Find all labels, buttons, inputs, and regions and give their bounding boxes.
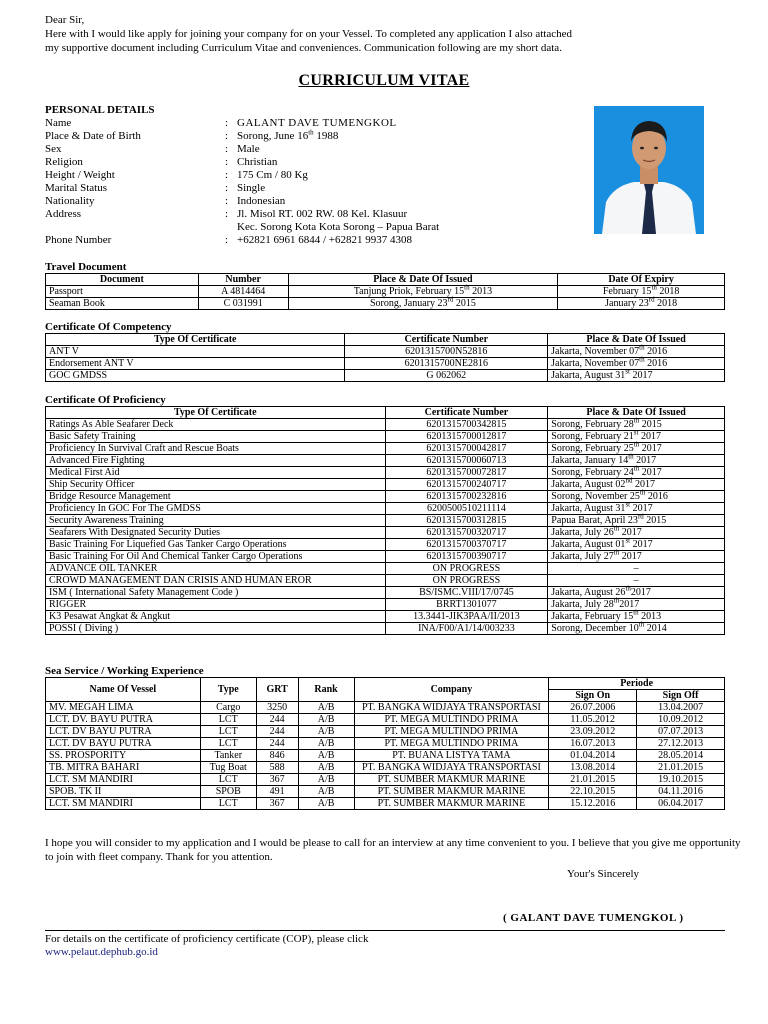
- travel-document-heading: Travel Document: [45, 261, 127, 273]
- table-row: [46, 587, 725, 599]
- table-cell: 3250: [256, 702, 298, 714]
- table-cell: SPOB: [200, 786, 256, 798]
- table-cell: A 4814464: [198, 286, 288, 298]
- table-cell: LCT. DV. BAYU PUTRA: [46, 714, 201, 726]
- personal-detail-value: Kec. Sorong Kota Kota Sorong – Papua Barat: [237, 221, 440, 233]
- document-title: CURRICULUM VITAE: [298, 72, 470, 89]
- table-cell: A/B: [298, 786, 354, 798]
- personal-detail-value: Jl. Misol RT. 002 RW. 08 Kel. Klasuur: [237, 208, 408, 220]
- table-cell: 6201315700060713: [385, 455, 548, 467]
- table-row: [46, 714, 725, 726]
- table-cell: A/B: [298, 774, 354, 786]
- table-cell: 6201315700012817: [385, 431, 548, 443]
- table-cell: ON PROGRESS: [385, 575, 548, 587]
- closing-paragraph: I hope you will consider to my application and I would be please to call for an interview at any time convenient to you. I believe that you give me opportunity to join with fleet company. Thank for you attention.: [45, 837, 741, 863]
- table-header-cell: Sign On: [549, 690, 637, 702]
- personal-detail-label: Height / Weight: [45, 169, 115, 181]
- table-header-cell: Place & Date Of Issued: [548, 407, 725, 419]
- table-cell: 244: [256, 726, 298, 738]
- table-cell: A/B: [298, 702, 354, 714]
- table-cell: ADVANCE OIL TANKER: [46, 563, 386, 575]
- table-cell: A/B: [298, 726, 354, 738]
- table-cell: K3 Pesawat Angkat & Angkut: [46, 611, 386, 623]
- table-cell: 07.07.2013: [637, 726, 725, 738]
- table-cell: 244: [256, 714, 298, 726]
- table-cell: LCT. SM MANDIRI: [46, 774, 201, 786]
- table-header-cell: Sign Off: [637, 690, 725, 702]
- table-cell: 367: [256, 774, 298, 786]
- table-row: [46, 286, 725, 298]
- table-header-cell: Date Of Expiry: [558, 274, 725, 286]
- table-cell: Seaman Book: [46, 298, 199, 310]
- table-cell: 26.07.2006: [549, 702, 637, 714]
- personal-detail-value: Sorong, June 16th 1988: [237, 128, 339, 142]
- table-row: [46, 455, 725, 467]
- table-cell: POSSI ( Diving ): [46, 623, 386, 635]
- table-cell: 491: [256, 786, 298, 798]
- table-row: [46, 563, 725, 575]
- table-row: [46, 798, 725, 810]
- table-cell: LCT. SM MANDIRI: [46, 798, 201, 810]
- table-cell: 6200500510211114: [385, 503, 548, 515]
- table-cell: PT. SUMBER MAKMUR MARINE: [354, 774, 549, 786]
- table-cell: 23.09.2012: [549, 726, 637, 738]
- table-header-cell: Place & Date Of Issued: [288, 274, 558, 286]
- table-cell: Jakarta, August 31st 2017: [548, 370, 725, 382]
- table-cell: A/B: [298, 750, 354, 762]
- table-row: [46, 370, 725, 382]
- personal-detail-label: Phone Number: [45, 234, 112, 246]
- table-cell: Sorong, November 25th 2016: [548, 491, 725, 503]
- table-row: [46, 467, 725, 479]
- travel-document-table: [45, 273, 725, 310]
- table-cell: Jakarta, November 07th 2016: [548, 358, 725, 370]
- table-cell: Tug Boat: [200, 762, 256, 774]
- table-cell: Jakarta, January 14th 2017: [548, 455, 725, 467]
- table-cell: A/B: [298, 714, 354, 726]
- footer-divider: [45, 930, 725, 931]
- profile-photo-illustration: [594, 106, 704, 234]
- cover-letter-intro: [45, 13, 735, 55]
- table-cell: Papua Barat, April 23rd 2015: [548, 515, 725, 527]
- profile-photo: [594, 106, 704, 234]
- table-cell: Sorong, December 10th 2014: [548, 623, 725, 635]
- table-cell: CROWD MANAGEMENT DAN CRISIS AND HUMAN EROR: [46, 575, 386, 587]
- personal-detail-label: Nationality: [45, 195, 95, 207]
- table-header-cell: GRT: [256, 678, 298, 702]
- personal-detail-colon: :: [225, 195, 229, 207]
- sea-service-heading: Sea Service / Working Experience: [45, 665, 204, 677]
- table-cell: PT. BANGKA WIDJAYA TRANSPORTASI: [354, 702, 549, 714]
- table-cell: Jakarta, July 27th 2017: [548, 551, 725, 563]
- table-cell: –: [548, 563, 725, 575]
- personal-detail-colon: :: [225, 234, 229, 246]
- personal-detail-colon: :: [225, 169, 229, 181]
- table-cell: February 15th 2018: [558, 286, 725, 298]
- table-cell: 6201315700370717: [385, 539, 548, 551]
- table-cell: Proficiency In Survival Craft and Rescue Boats: [46, 443, 386, 455]
- table-cell: SS. PROSPORITY: [46, 750, 201, 762]
- table-row: [46, 786, 725, 798]
- table-cell: A/B: [298, 798, 354, 810]
- table-cell: A/B: [298, 738, 354, 750]
- table-header-cell: Company: [354, 678, 549, 702]
- table-header-cell: Periode: [549, 678, 725, 690]
- table-header-cell: Certificate Number: [345, 334, 548, 346]
- table-cell: Advanced Fire Fighting: [46, 455, 386, 467]
- table-row: [46, 346, 725, 358]
- table-row: [46, 599, 725, 611]
- competency-heading: Certificate Of Competency: [45, 321, 172, 333]
- table-cell: 21.01.2015: [549, 774, 637, 786]
- table-cell: 6201315700N52816: [345, 346, 548, 358]
- table-cell: 22.10.2015: [549, 786, 637, 798]
- table-cell: 6201315700072817: [385, 467, 548, 479]
- signature-name: ( GALANT DAVE TUMENGKOL ): [503, 912, 684, 924]
- table-cell: 19.10.2015: [637, 774, 725, 786]
- table-cell: 28.05.2014: [637, 750, 725, 762]
- table-cell: 6201315700390717: [385, 551, 548, 563]
- table-cell: Sorong, February 25th 2017: [548, 443, 725, 455]
- table-cell: Jakarta, August 02nd 2017: [548, 479, 725, 491]
- table-cell: BS/ISMC.VIII/17/0745: [385, 587, 548, 599]
- personal-detail-value: +62821 6961 6844 / +62821 9937 4308: [237, 234, 412, 246]
- table-header-cell: Place & Date Of Issued: [548, 334, 725, 346]
- table-cell: LCT: [200, 726, 256, 738]
- table-header-cell: Rank: [298, 678, 354, 702]
- personal-detail-colon: :: [225, 130, 229, 142]
- table-cell: 6201315700320717: [385, 527, 548, 539]
- table-row: [46, 491, 725, 503]
- table-cell: 21.01.2015: [637, 762, 725, 774]
- personal-detail-value: GALANT DAVE TUMENGKOL: [237, 117, 397, 129]
- table-cell: 13.3441-JIK3PAA/II/2013: [385, 611, 548, 623]
- table-cell: SPOB. TK II: [46, 786, 201, 798]
- table-cell: Jakarta, July 26th 2017: [548, 527, 725, 539]
- personal-detail-colon: :: [225, 143, 229, 155]
- table-cell: 244: [256, 738, 298, 750]
- table-cell: PT. SUMBER MAKMUR MARINE: [354, 798, 549, 810]
- table-header-cell: Number: [198, 274, 288, 286]
- table-cell: 6201315700232816: [385, 491, 548, 503]
- table-cell: 6201315700312815: [385, 515, 548, 527]
- table-cell: 06.04.2017: [637, 798, 725, 810]
- table-row: [46, 762, 725, 774]
- table-row: [46, 575, 725, 587]
- table-cell: LCT: [200, 738, 256, 750]
- table-cell: GOC GMDSS: [46, 370, 345, 382]
- table-cell: 588: [256, 762, 298, 774]
- personal-detail-label: Place & Date of Birth: [45, 130, 141, 142]
- table-cell: TB. MITRA BAHARI: [46, 762, 201, 774]
- table-header-cell: Name Of Vessel: [46, 678, 201, 702]
- table-cell: Tanjung Priok, February 15th 2013: [288, 286, 558, 298]
- intro-line-1: Here with I would like apply for joining your company for on your Vessel. To completed any application I also attached: [45, 28, 572, 40]
- table-row: [46, 479, 725, 491]
- table-cell: 6201315700NE2816: [345, 358, 548, 370]
- table-cell: 6201315700342815: [385, 419, 548, 431]
- table-cell: PT. BUANA LISTYA TAMA: [354, 750, 549, 762]
- competency-table: [45, 333, 725, 382]
- table-cell: PT. SUMBER MAKMUR MARINE: [354, 786, 549, 798]
- personal-detail-value: 175 Cm / 80 Kg: [237, 169, 308, 181]
- table-cell: 01.04.2014: [549, 750, 637, 762]
- personal-detail-label: Marital Status: [45, 182, 108, 194]
- table-cell: Proficiency In GOC For The GMDSS: [46, 503, 386, 515]
- table-row: [46, 611, 725, 623]
- table-cell: PT. MEGA MULTINDO PRIMA: [354, 738, 549, 750]
- table-cell: Ratings As Able Seafarer Deck: [46, 419, 386, 431]
- table-cell: Bridge Resource Management: [46, 491, 386, 503]
- personal-detail-colon: :: [225, 182, 229, 194]
- table-row: [46, 358, 725, 370]
- table-row: [46, 702, 725, 714]
- table-cell: Medical First Aid: [46, 467, 386, 479]
- personal-detail-value: Christian: [237, 156, 278, 168]
- table-cell: 6201315700042817: [385, 443, 548, 455]
- table-header-cell: Type Of Certificate: [46, 407, 386, 419]
- table-cell: Sorong, January 23rd 2015: [288, 298, 558, 310]
- table-cell: LCT. DV BAYU PUTRA: [46, 726, 201, 738]
- table-cell: Basic Training For Oil And Chemical Tanker Cargo Operations: [46, 551, 386, 563]
- table-cell: Jakarta, November 07th 2016: [548, 346, 725, 358]
- table-cell: Tanker: [200, 750, 256, 762]
- table-cell: BRRT1301077: [385, 599, 548, 611]
- footer-note: For details on the certificate of proficiency certificate (COP), please click: [45, 933, 369, 945]
- table-cell: Sorong, February 24th 2017: [548, 467, 725, 479]
- table-row: [46, 515, 725, 527]
- table-header-cell: Type Of Certificate: [46, 334, 345, 346]
- sea-service-table: [45, 677, 725, 810]
- table-cell: Sorong, February 21st 2017: [548, 431, 725, 443]
- personal-detail-label: Address: [45, 208, 82, 220]
- table-cell: 13.08.2014: [549, 762, 637, 774]
- table-row: [46, 527, 725, 539]
- table-cell: 367: [256, 798, 298, 810]
- table-cell: ANT V: [46, 346, 345, 358]
- intro-line-2: my supportive document including Curriculum Vitae and conveniences. Communication following are my short data.: [45, 42, 562, 54]
- table-cell: Cargo: [200, 702, 256, 714]
- table-cell: 11.05.2012: [549, 714, 637, 726]
- table-header-cell: Type: [200, 678, 256, 702]
- personal-detail-value: Single: [237, 182, 266, 194]
- table-row: [46, 443, 725, 455]
- closing-salutation: Your's Sincerely: [567, 868, 640, 880]
- table-cell: Jakarta, August 26th2017: [548, 587, 725, 599]
- table-row: [46, 750, 725, 762]
- table-cell: PT. MEGA MULTINDO PRIMA: [354, 726, 549, 738]
- table-cell: 04.11.2016: [637, 786, 725, 798]
- table-cell: A/B: [298, 762, 354, 774]
- table-cell: Passport: [46, 286, 199, 298]
- personal-detail-value: Male: [237, 143, 260, 155]
- table-cell: Ship Security Officer: [46, 479, 386, 491]
- footer-link[interactable]: www.pelaut.dephub.go.id: [45, 946, 158, 958]
- table-cell: C 031991: [198, 298, 288, 310]
- table-cell: Jakarta, August 31st 2017: [548, 503, 725, 515]
- table-cell: LCT: [200, 798, 256, 810]
- table-cell: –: [548, 575, 725, 587]
- personal-details-heading: PERSONAL DETAILS: [45, 104, 155, 116]
- table-row: [46, 623, 725, 635]
- table-cell: RIGGER: [46, 599, 386, 611]
- table-cell: Jakarta, August 01st 2017: [548, 539, 725, 551]
- table-row: [46, 539, 725, 551]
- table-header-cell: Document: [46, 274, 199, 286]
- table-cell: Seafarers With Designated Security Duties: [46, 527, 386, 539]
- table-row: [46, 738, 725, 750]
- personal-detail-colon: :: [225, 156, 229, 168]
- table-cell: 846: [256, 750, 298, 762]
- table-cell: LCT: [200, 774, 256, 786]
- table-cell: PT. MEGA MULTINDO PRIMA: [354, 714, 549, 726]
- table-row: [46, 551, 725, 563]
- personal-detail-label: Sex: [45, 143, 62, 155]
- table-cell: 6201315700240717: [385, 479, 548, 491]
- table-row: [46, 419, 725, 431]
- personal-detail-value: Indonesian: [237, 195, 286, 207]
- table-cell: Basic Safety Training: [46, 431, 386, 443]
- personal-detail-colon: :: [225, 117, 229, 129]
- table-header-cell: Certificate Number: [385, 407, 548, 419]
- table-cell: Sorong, February 28th 2015: [548, 419, 725, 431]
- table-cell: LCT: [200, 714, 256, 726]
- personal-detail-colon: :: [225, 208, 229, 220]
- table-row: [46, 726, 725, 738]
- table-cell: ISM ( International Safety Management Code ): [46, 587, 386, 599]
- table-cell: 10.09.2012: [637, 714, 725, 726]
- table-row: [46, 431, 725, 443]
- table-cell: Endorsement ANT V: [46, 358, 345, 370]
- table-row: [46, 503, 725, 515]
- table-cell: 15.12.2016: [549, 798, 637, 810]
- table-cell: PT. BANGKA WIDJAYA TRANSPORTASI: [354, 762, 549, 774]
- table-cell: Jakarta, February 15th 2013: [548, 611, 725, 623]
- greeting: Dear Sir,: [45, 14, 85, 26]
- table-cell: G 062062: [345, 370, 548, 382]
- table-cell: MV. MEGAH LIMA: [46, 702, 201, 714]
- proficiency-heading: Certificate Of Proficiency: [45, 394, 166, 406]
- proficiency-table: [45, 406, 725, 635]
- table-cell: INA/F00/A1/14/003233: [385, 623, 548, 635]
- table-cell: Security Awareness Training: [46, 515, 386, 527]
- table-row: [46, 298, 725, 310]
- personal-detail-label: Name: [45, 117, 72, 129]
- table-cell: ON PROGRESS: [385, 563, 548, 575]
- table-row: [46, 774, 725, 786]
- table-cell: 13.04.2007: [637, 702, 725, 714]
- table-cell: Jakarta, July 28th2017: [548, 599, 725, 611]
- table-cell: Basic Training For Liquefied Gas Tanker Cargo Operations: [46, 539, 386, 551]
- personal-detail-label: Religion: [45, 156, 83, 168]
- table-cell: 27.12.2013: [637, 738, 725, 750]
- table-cell: January 23rd 2018: [558, 298, 725, 310]
- table-cell: LCT. DV BAYU PUTRA: [46, 738, 201, 750]
- table-cell: 16.07.2013: [549, 738, 637, 750]
